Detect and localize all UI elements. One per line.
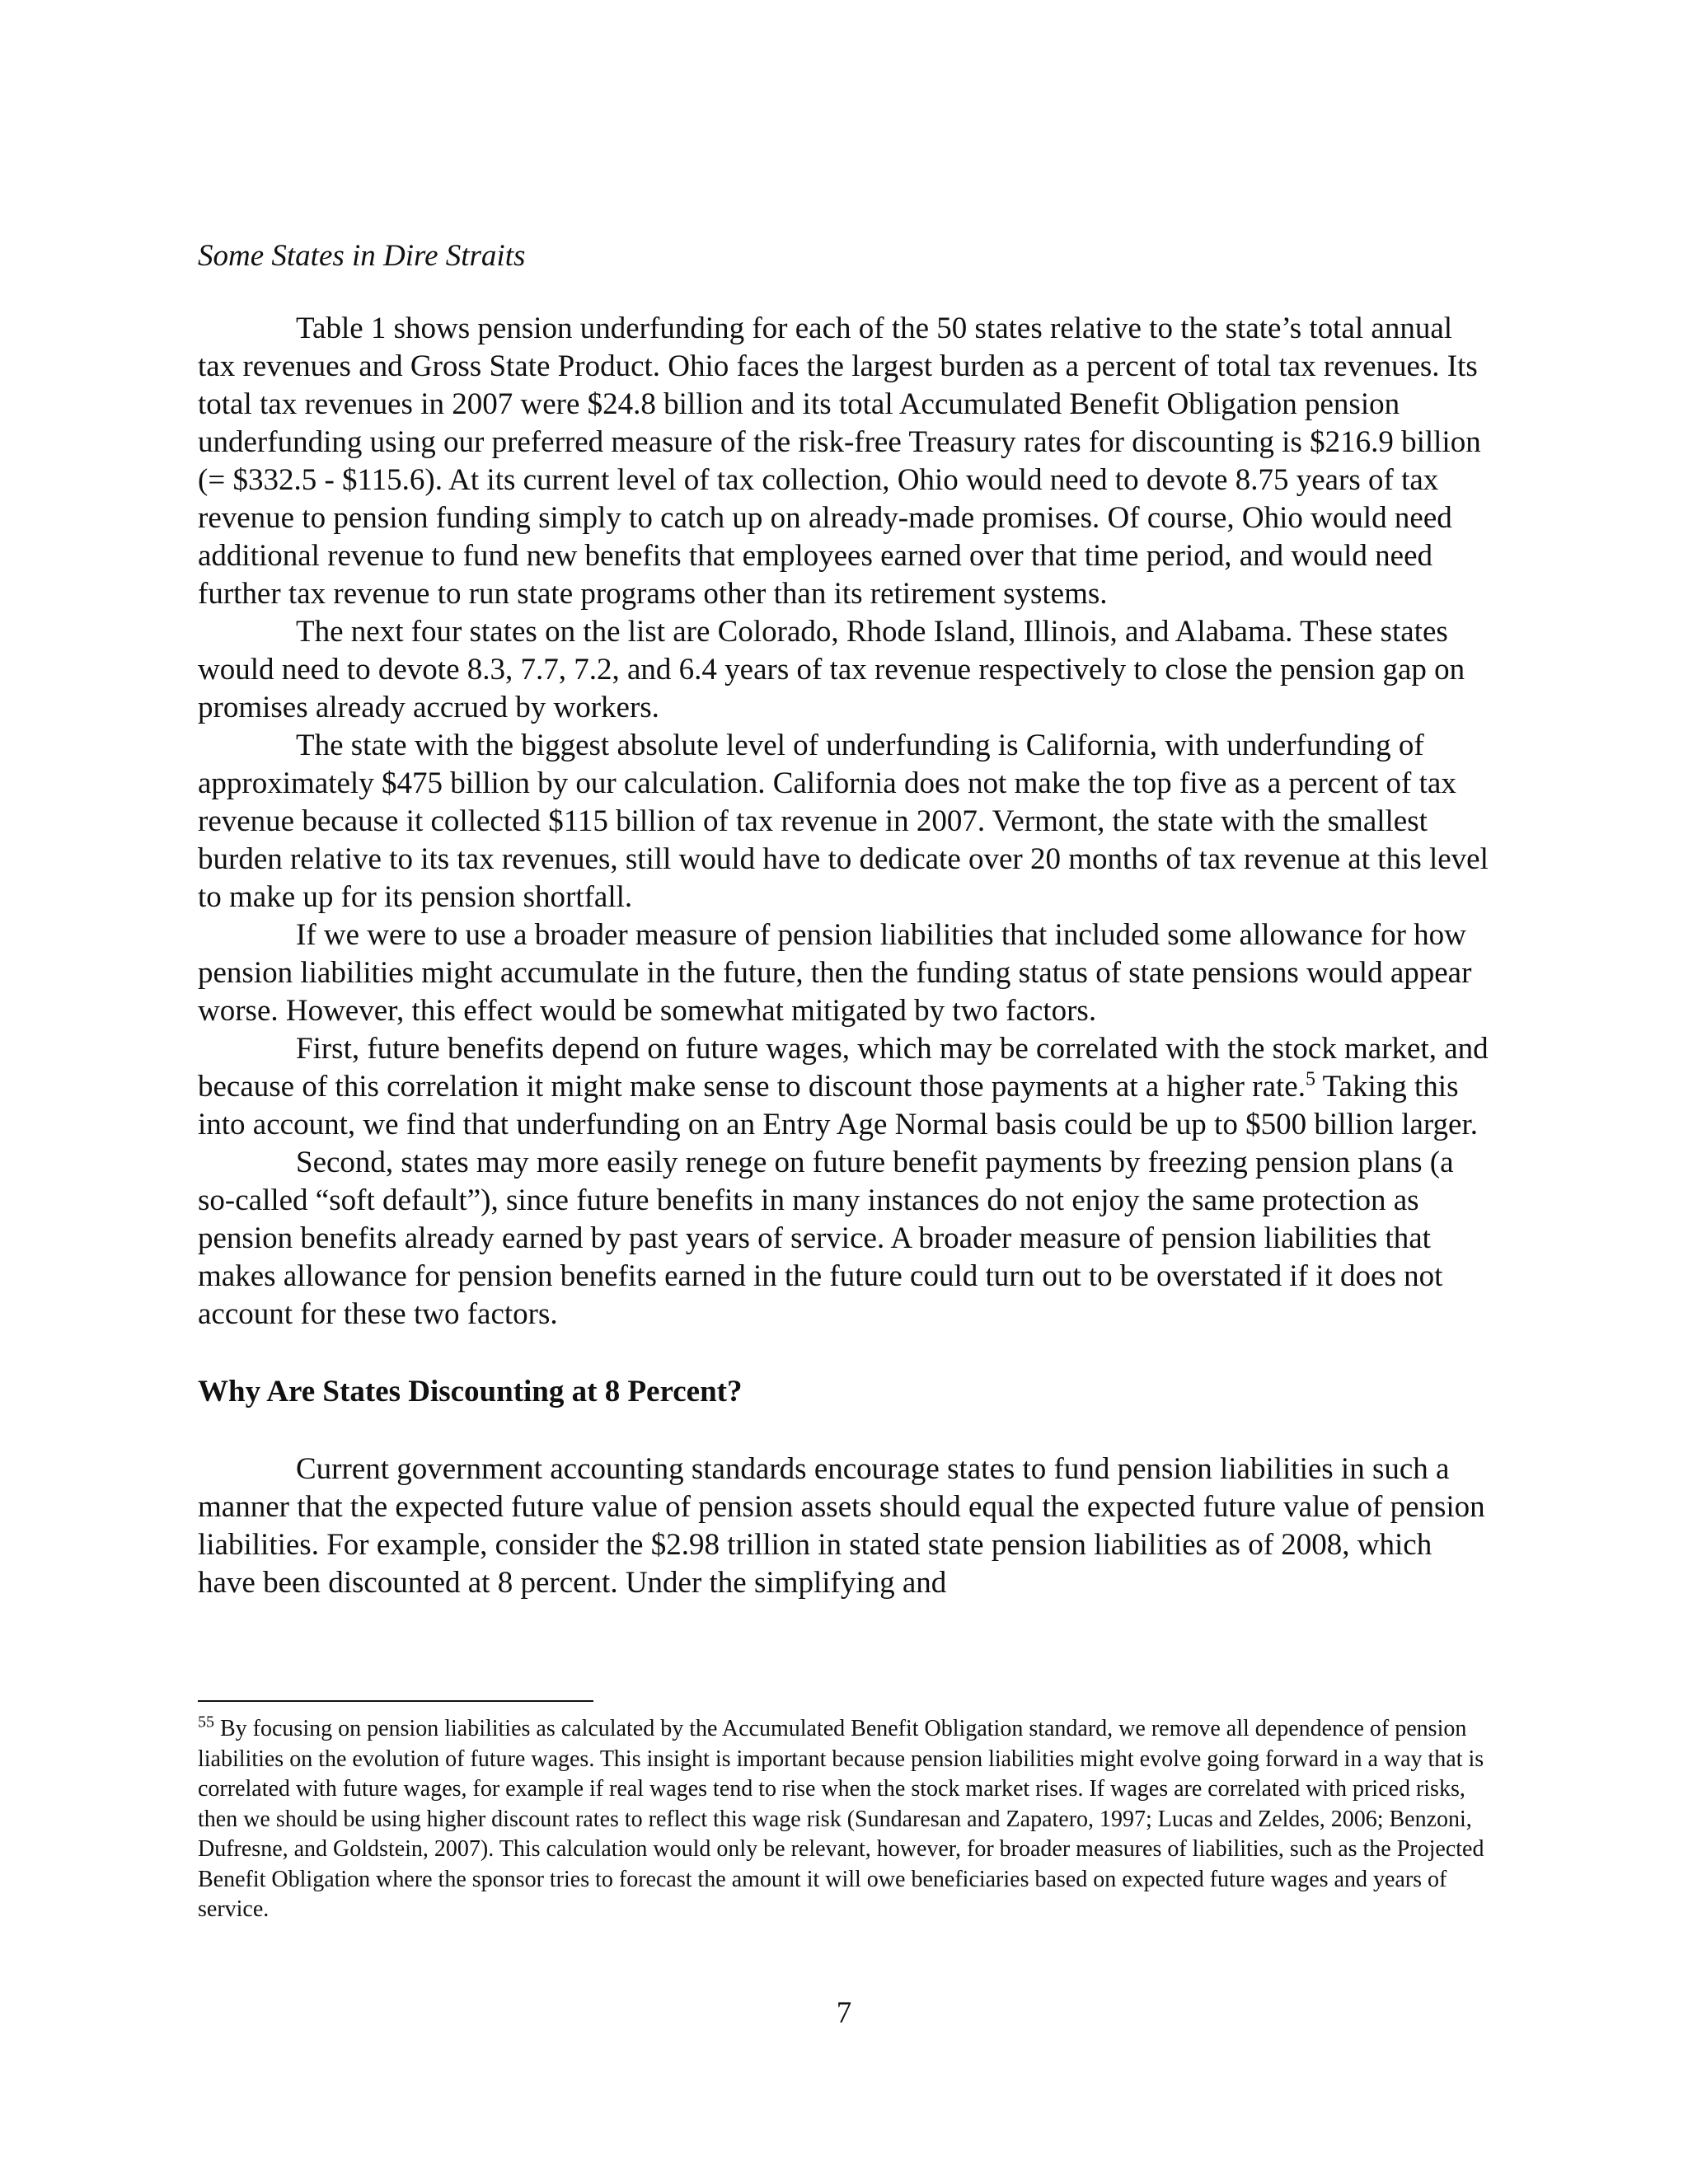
section-heading: Why Are States Discounting at 8 Percent?	[198, 1375, 743, 1408]
paragraph-first-factor-rest: Taking this into account, we find that underfunding on an Entry Age Normal basis could be up to $500 billion larger.	[198, 1070, 1479, 1141]
footnote-marker: 55	[198, 1713, 214, 1732]
paragraph-first-factor	[198, 1030, 1490, 1144]
footnote-reference: 5	[1305, 1068, 1315, 1090]
paragraph-table1: Table 1 shows pension underfunding for each of the 50 states relative to the state’s total annual tax revenues and Gross State Product. Ohio faces the largest burden as a percent of total tax revenues. Its total tax revenues in 2007 were $24.8 billion and its total Accumulated Benefit Obligation pension underfunding using our preferred measure of the risk-free Treasury rates for discounting is $216.9 billion (= $332.5 - $115.6). At its current level of tax collection, Ohio would need to devote 8.75 years of tax revenue to pension funding simply to catch up on already-made promises. Of course, Ohio would need additional revenue to fund new benefits that employees earned over that time period, and would need further tax revenue to run state programs other than its retirement systems.	[198, 312, 1481, 611]
paragraph-california: The state with the biggest absolute level of underfunding is California, with underfunding of approximately $475 billion by our calculation. California does not make the top five as a percent of tax revenue because it collected $115 billion of tax revenue in 2007. Vermont, the state with the smallest burden relative to its tax revenues, still would have to dedicate over 20 months of tax revenue at this level to make up for its pension shortfall.	[198, 729, 1489, 914]
section-title: Some States in Dire Straits	[198, 239, 526, 273]
footnote	[198, 1714, 1490, 1925]
paragraph-next-four-states: The next four states on the list are Colorado, Rhode Island, Illinois, and Alabama. These states would need to devote 8.3, 7.7, 7.2, and 6.4 years of tax revenue respectively to close the pension gap on promises already accrued by workers.	[198, 615, 1465, 724]
page-number: 7	[836, 1996, 852, 2030]
paragraph-discounting: Current government accounting standards encourage states to fund pension liabilities in such a manner that the expected future value of pension assets should equal the expected future value of pension liabilities. For example, consider the $2.98 trillion in stated state pension liabilities as of 2008, which have been discounted at 8 percent. Under the simplifying and	[198, 1452, 1485, 1600]
paragraph-broader-measure: If we were to use a broader measure of pension liabilities that included some allowance for how pension liabilities might accumulate in the future, then the funding status of state pensions would appear worse. However, this effect would be somewhat mitigated by two factors.	[198, 918, 1472, 1028]
paragraph-first-factor-text: First, future benefits depend on future wages, which may be correlated with the stock market, and because of this correlation it might make sense to discount those payments at a higher rate.	[198, 1032, 1489, 1104]
paragraph-second-factor: Second, states may more easily renege on future benefit payments by freezing pension plans (a so-called “soft default”), since future benefits in many instances do not enjoy the same protection as pension benefits already earned by past years of service. A broader measure of pension liabilities that makes allowance for pension benefits earned in the future could turn out to be overstated if it does not account for these two factors.	[198, 1146, 1454, 1331]
document-body	[198, 237, 1490, 1602]
footnote-text: By focusing on pension liabilities as calculated by the Accumulated Benefit Obligation standard, we remove all dependence of pension liabilities on the evolution of future wages. This insight is important because pension liabilities might evolve going forward in a way that is correlated with future wages, for example if real wages tend to rise when the stock market rises. If wages are correlated with priced risks, then we should be using higher discount rates to reflect this wage risk (Sundaresan and Zapatero, 1997; Lucas and Zeldes, 2006; Benzoni, Dufresne, and Goldstein, 2007). This calculation would only be relevant, however, for broader measures of liabilities, such as the Projected Benefit Obligation where the sponsor tries to forecast the amount it will owe beneficiaries based on expected future wages and years of service.	[198, 1716, 1484, 1922]
footnote-divider	[198, 1700, 593, 1702]
